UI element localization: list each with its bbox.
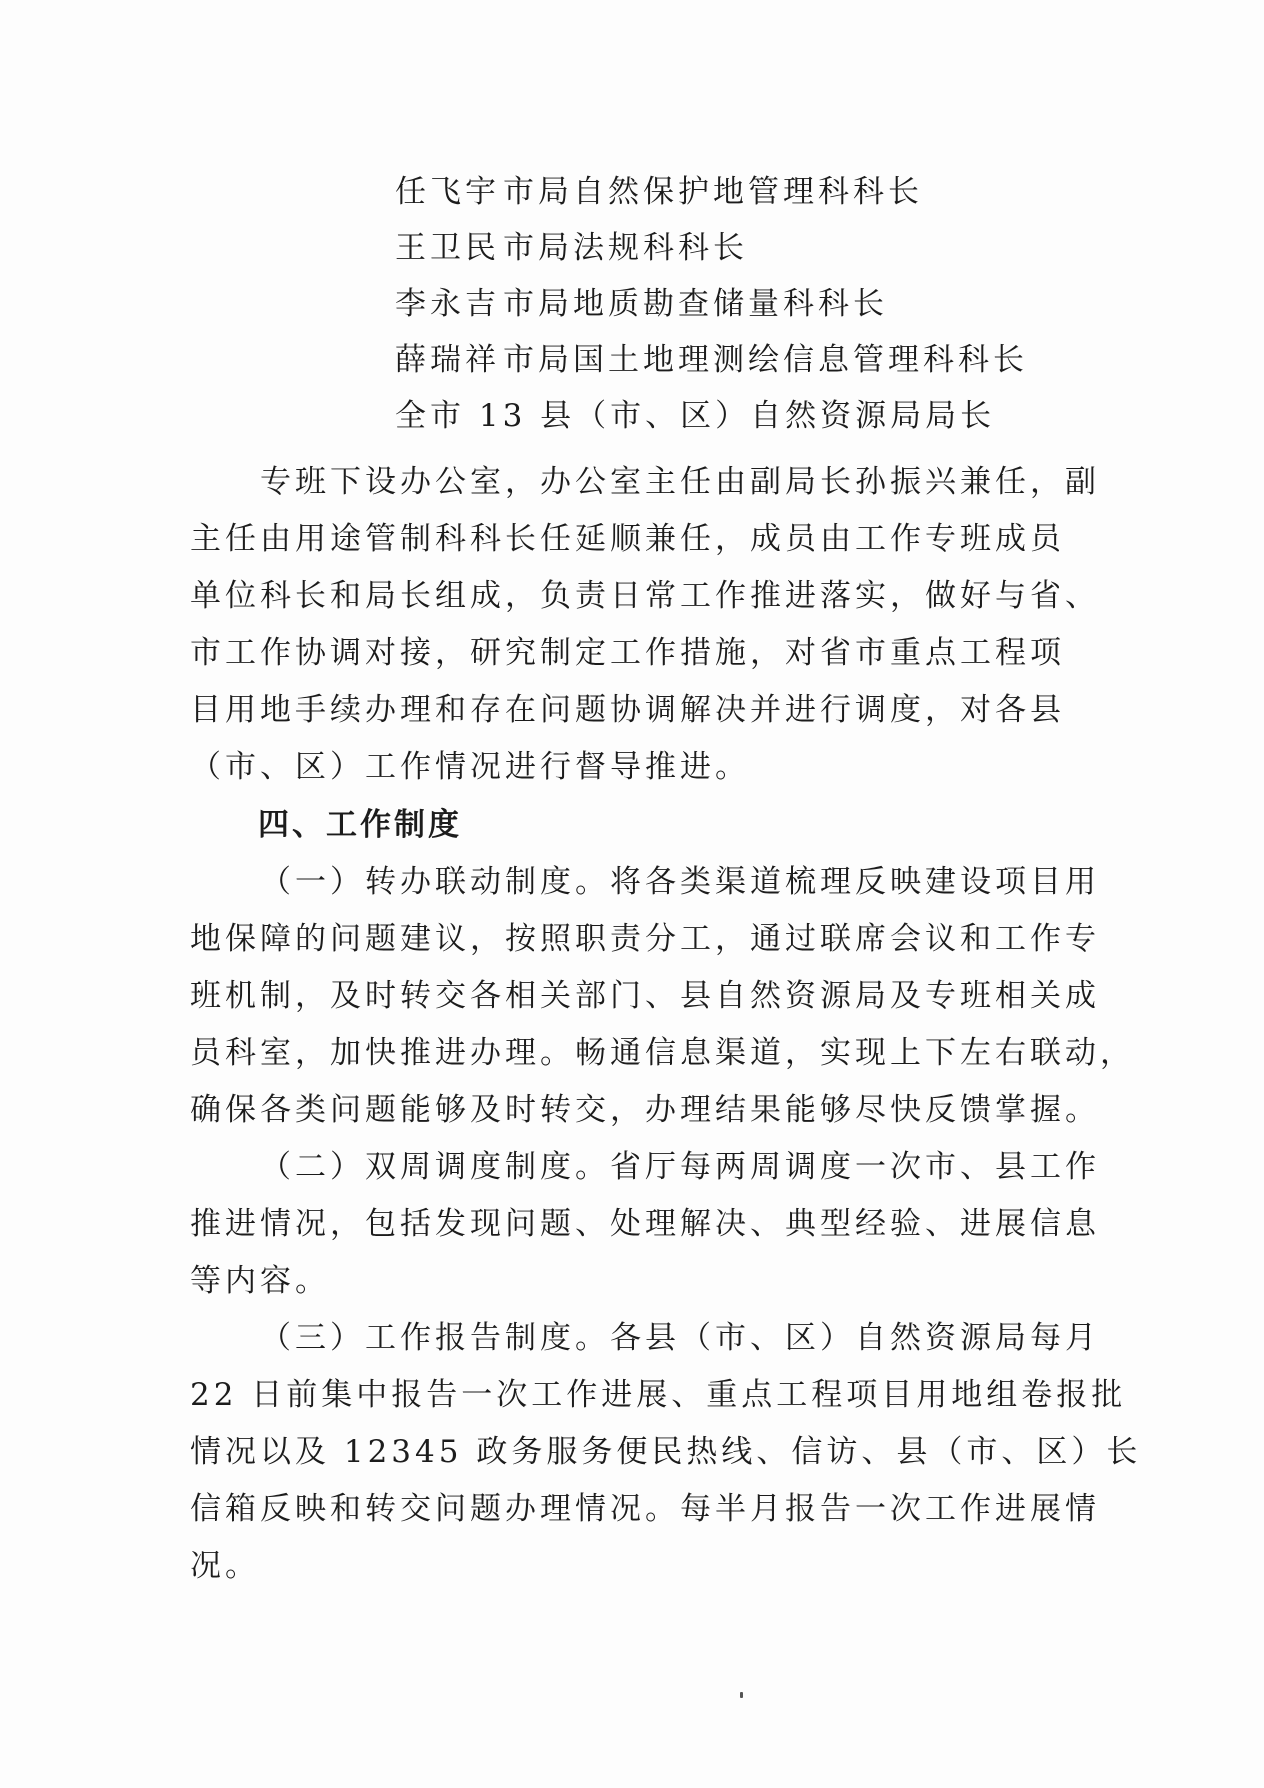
member-name: 薛瑞祥: [395, 342, 500, 378]
paragraph-line: 班机制，及时转交各相关部门、县自然资源局及专班相关成: [190, 978, 1100, 1014]
paragraph-line: 信箱反映和转交问题办理情况。每半月报告一次工作进展情: [190, 1491, 1100, 1527]
paragraph-line: 地保障的问题建议，按照职责分工，通过联席会议和工作专: [190, 921, 1100, 957]
member-line: [395, 228, 748, 268]
paragraph-line: 专班下设办公室，办公室主任由副局长孙振兴兼任，副: [260, 464, 1100, 500]
member-name: 李永吉: [395, 286, 500, 322]
member-line: 全市 13 县（市、区）自然资源局局长: [395, 398, 996, 434]
paragraph-line: 确保各类问题能够及时转交，办理结果能够尽快反馈掌握。: [190, 1092, 1100, 1128]
paragraph-line: 市工作协调对接，研究制定工作措施，对省市重点工程项: [190, 635, 1065, 671]
member-line: [395, 172, 923, 212]
paragraph-line: 目用地手续办理和存在问题协调解决并进行调度，对各县: [190, 692, 1065, 728]
paragraph-line: 单位科长和局长组成，负责日常工作推进落实，做好与省、: [190, 578, 1100, 614]
paragraph-line: 22 日前集中报告一次工作进展、重点工程项目用地组卷报批: [190, 1377, 1127, 1413]
member-title: 市局自然保护地管理科科长: [503, 174, 923, 210]
member-name: 王卫民: [395, 230, 500, 266]
member-title: 市局法规科科长: [503, 230, 748, 266]
paragraph-line: （市、区）工作情况进行督导推进。: [190, 749, 750, 785]
member-name: 任飞宇: [395, 174, 500, 210]
member-line: [395, 340, 1028, 380]
member-title: 市局地质勘查储量科科长: [503, 286, 888, 322]
paragraph-line: 等内容。: [190, 1263, 330, 1299]
paragraph-line: 员科室，加快推进办理。畅通信息渠道，实现上下左右联动，: [190, 1035, 1135, 1071]
section-heading: 四、工作制度: [258, 807, 462, 843]
scan-speck: [740, 1692, 743, 1698]
paragraph-line: （一）转办联动制度。将各类渠道梳理反映建设项目用: [260, 864, 1100, 900]
paragraph-line: （三）工作报告制度。各县（市、区）自然资源局每月: [260, 1320, 1100, 1356]
member-line: [395, 284, 888, 324]
paragraph-line: 情况以及 12345 政务服务便民热线、信访、县（市、区）长: [190, 1434, 1142, 1470]
paragraph-line: （二）双周调度制度。省厅每两周调度一次市、县工作: [260, 1149, 1100, 1185]
paragraph-line: 主任由用途管制科科长任延顺兼任，成员由工作专班成员: [190, 521, 1065, 557]
member-title: 市局国土地理测绘信息管理科科长: [503, 342, 1028, 378]
paragraph-line: 推进情况，包括发现问题、处理解决、典型经验、进展信息: [190, 1206, 1100, 1242]
paragraph-line: 况。: [190, 1548, 260, 1584]
